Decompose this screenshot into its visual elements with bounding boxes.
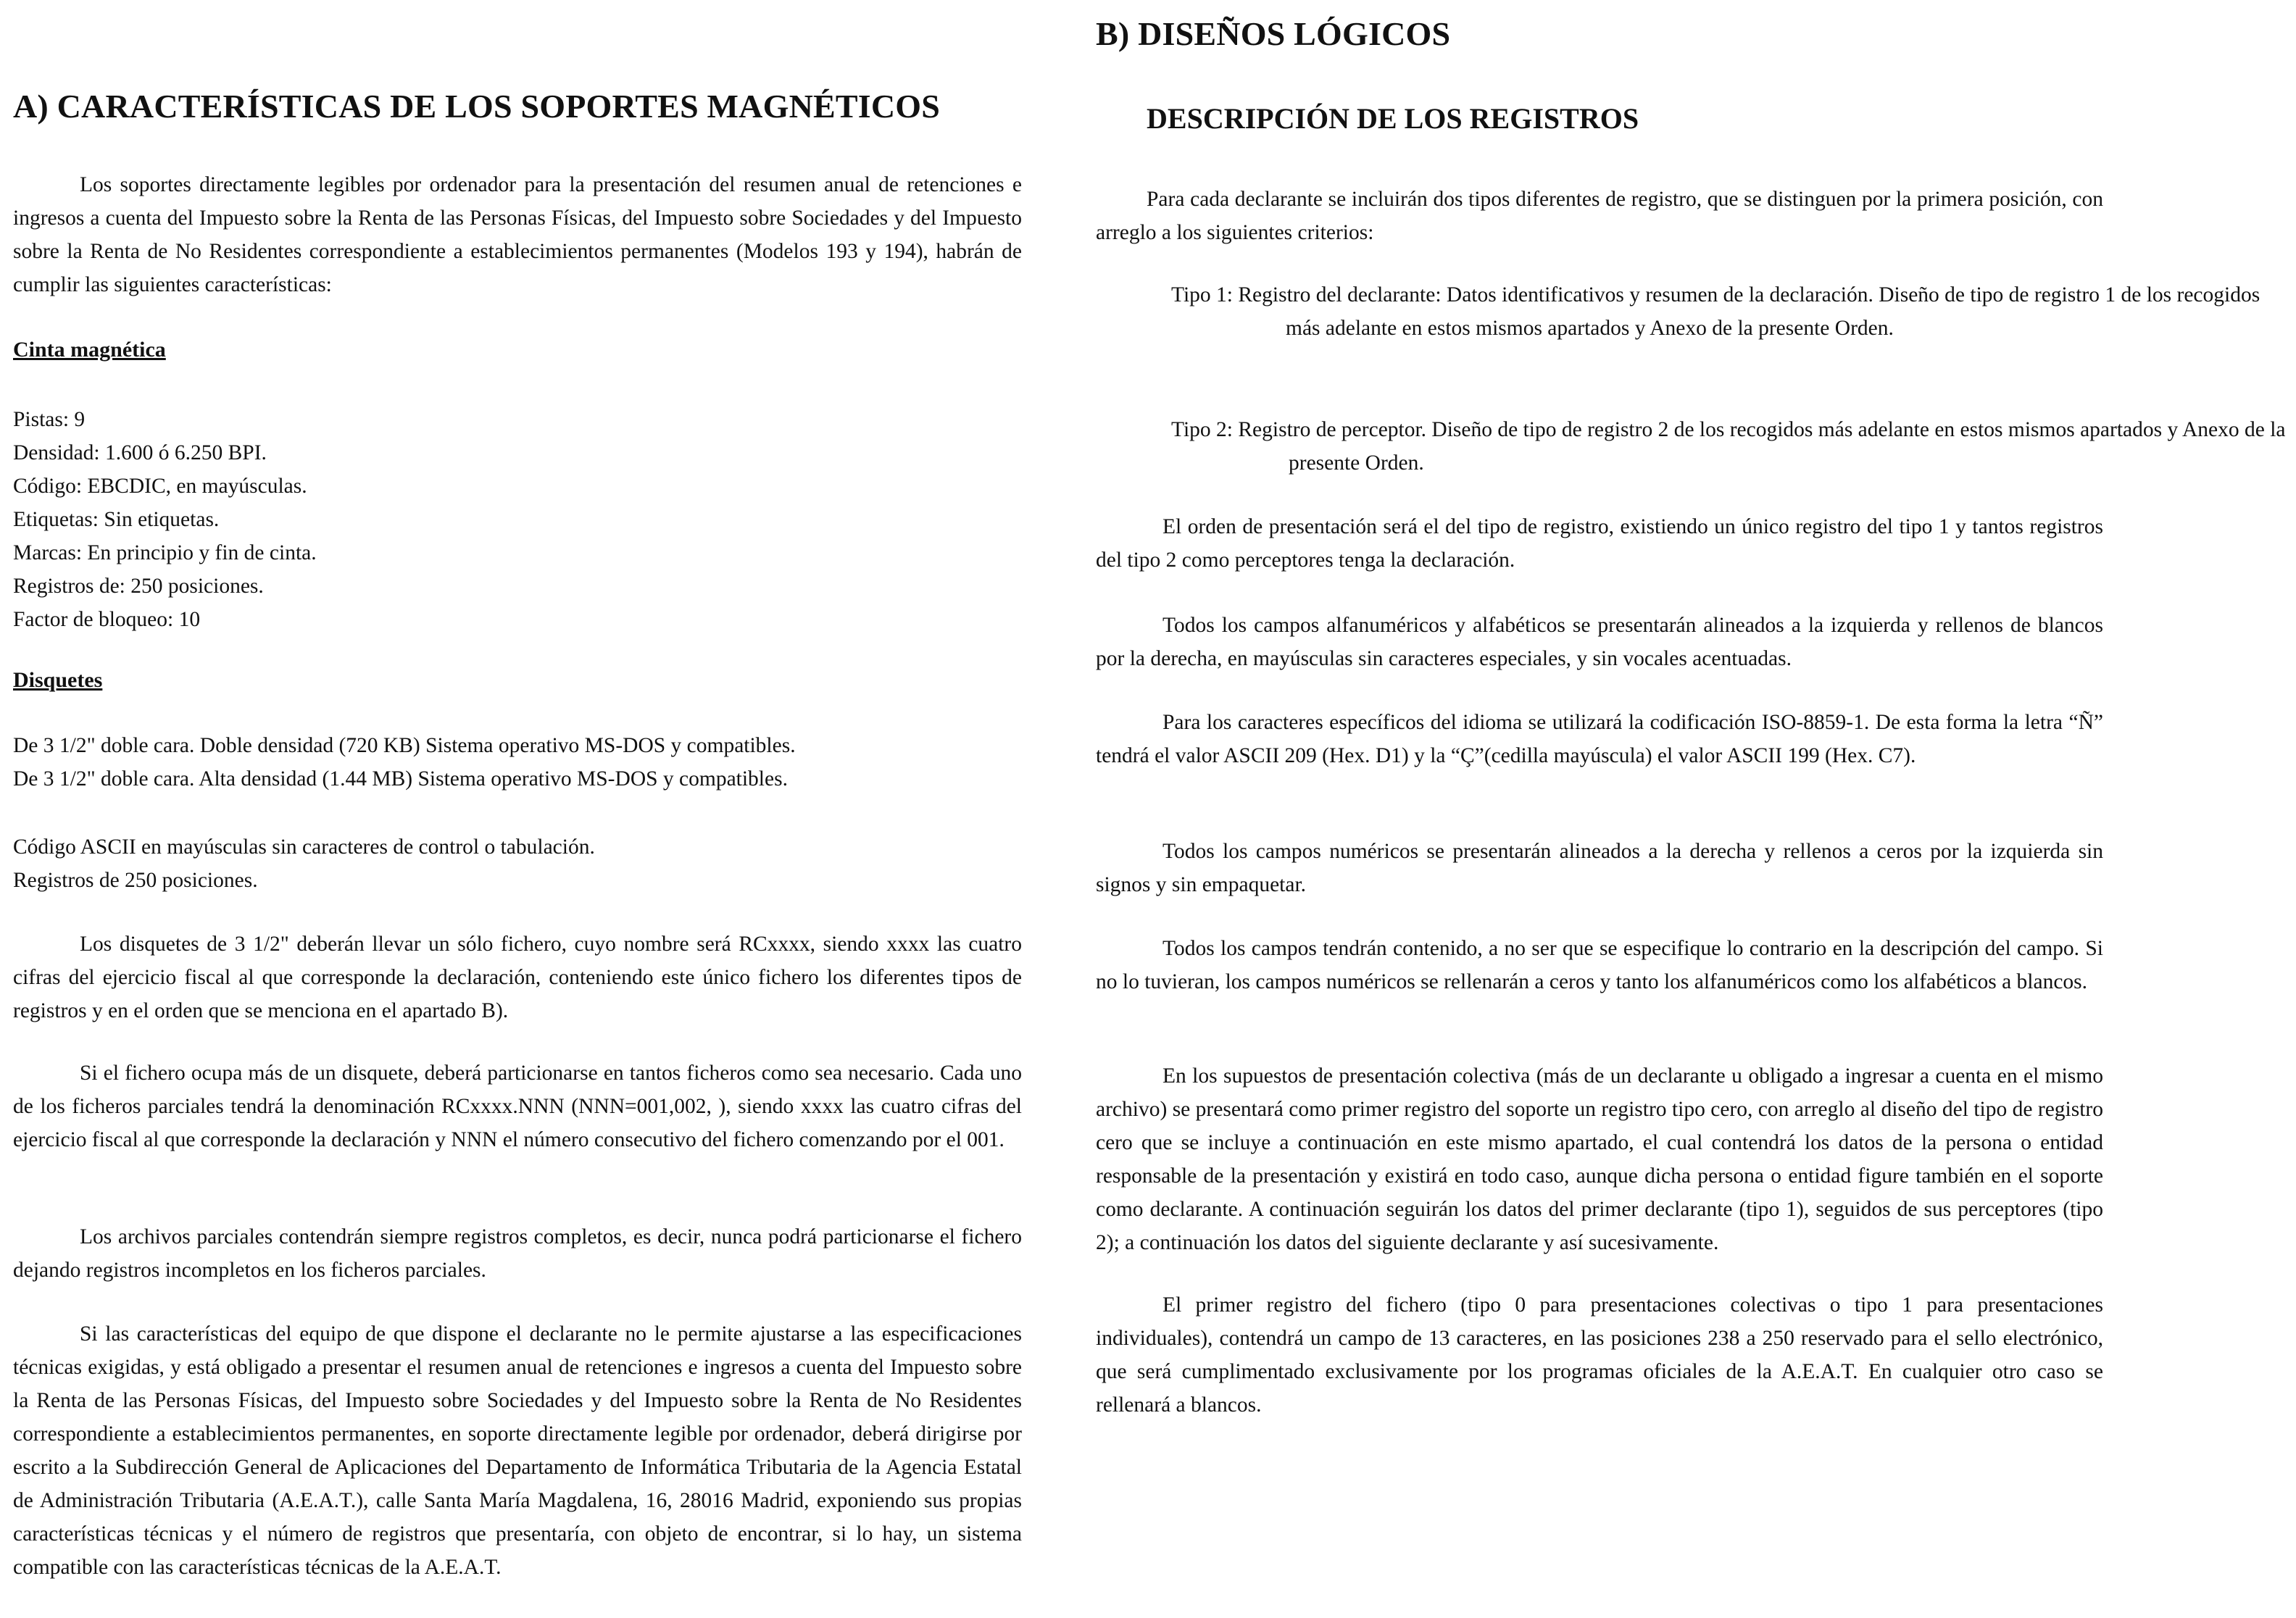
body-paragraph: Todos los campos alfanuméricos y alfabéticos se presentarán alineados a la izquierda y rellenos de blancos por la derecha, en mayúsculas sin caracteres especiales, y sin vocales acentuadas. xyxy=(1096,614,2103,670)
body-paragraph: Los disquetes de 3 1/2" deberán llevar un sólo fichero, cuyo nombre será RCxxxx, siendo xxxx las cuatro cifras del ejercicio fiscal al que corresponde la declaración, conteniendo este único fichero los diferentes tipos de registros y en el orden que se menciona en el apartado B). xyxy=(13,933,1022,1022)
records-intro-paragraph: Para cada declarante se incluirán dos tipos diferentes de registro, que se distinguen por la primera posición, con arreglo a los siguientes criterios: xyxy=(1096,188,2103,244)
body-paragraph: Si el fichero ocupa más de un disquete, deberá particionarse en tantos ficheros como sea necesario. Cada uno de los ficheros parciales tendrá la denominación RCxxxx.NNN (NNN=001,002, ), siendo xxxx las cuatro cifras del ejercicio fiscal al que corresponde la declaración y NNN el número consecutivo del fichero comenzando por el 001. xyxy=(13,1062,1022,1151)
record-type-2: Tipo 2: Registro de perceptor. Diseño de tipo de registro 2 de los recogidos más adelante en estos mismos apartados y Anexo de la presente Orden. xyxy=(1171,418,2286,475)
tape-spec-line: Densidad: 1.600 ó 6.250 BPI. xyxy=(13,441,267,464)
body-paragraph: Todos los campos tendrán contenido, a no ser que se especifique lo contrario en la descripción del campo. Si no lo tuvieran, los campos numéricos se rellenarán a ceros y tanto los alfanuméricos como los alfabéticos a blancos. xyxy=(1096,937,2103,993)
diskette-format-list xyxy=(13,830,595,897)
record-type-1: Tipo 1: Registro del declarante: Datos identificativos y resumen de la declaración. Diseño de tipo de registro 1 de los recogidos más adelante en estos mismos apartados y Anexo de la presente Orden. xyxy=(1171,283,2260,340)
body-paragraph: El primer registro del fichero (tipo 0 para presentaciones colectivas o tipo 1 para presentaciones individuales), contendrá un campo de 13 caracteres, en las posiciones 238 a 250 reservado para el sello electrónico, que será cumplimentado exclusivamente por los programas oficiales de la A.E.A.T. En cualquier otro caso se rellenará a blancos. xyxy=(1096,1293,2103,1417)
tape-spec-line: Registros de: 250 posiciones. xyxy=(13,575,264,598)
body-paragraph: Todos los campos numéricos se presentarán alineados a la derecha y rellenos a ceros por la izquierda sin signos y sin empaquetar. xyxy=(1096,840,2103,896)
tape-spec-line: Código: EBCDIC, en mayúsculas. xyxy=(13,475,307,498)
body-paragraph: Los archivos parciales contendrán siempre registros completos, es decir, nunca podrá particionarse el fichero dejando registros incompletos en los ficheros parciales. xyxy=(13,1225,1022,1282)
tape-spec-line: Marcas: En principio y fin de cinta. xyxy=(13,541,317,564)
intro-paragraph: Los soportes directamente legibles por ordenador para la presentación del resumen anual de retenciones e ingresos a cuenta del Impuesto sobre la Renta de las Personas Físicas, del Impuesto sobre Sociedades y del Impuesto sobre la Renta de No Residentes correspondiente a establecimientos permanentes (Modelos 193 y 194), habrán de cumplir las siguientes características: xyxy=(13,173,1022,296)
diskette-spec-list xyxy=(13,729,796,796)
section-b-title: B) DISEÑOS LÓGICOS xyxy=(1096,15,1451,52)
body-paragraph: El orden de presentación será el del tipo de registro, existiendo un único registro del tipo 1 y tantos registros del tipo 2 como perceptores tenga la declaración. xyxy=(1096,515,2103,572)
records-subtitle: DESCRIPCIÓN DE LOS REGISTROS xyxy=(1147,102,1639,135)
tape-spec-list xyxy=(13,403,317,636)
body-paragraph: Si las características del equipo de que dispone el declarante no le permite ajustarse a las especificaciones técnicas exigidas, y está obligado a presentar el resumen anual de retenciones e ingresos a cuenta del Impuesto sobre la Renta de las Personas Físicas, del Impuesto sobre Sociedades y del Impuesto sobre la Renta de No Residentes correspondiente a establecimientos permanentes, en soporte directamente legible por ordenador, deberá dirigirse por escrito a la Subdirección General de Aplicaciones del Departamento de Informática Tributaria de la Agencia Estatal de Administración Tributaria (A.E.A.T.), calle Santa María Magdalena, 16, 28016 Madrid, exponiendo sus propias características técnicas y el número de registros que presentaría, con objeto de encontrar, si lo hay, un sistema compatible con las características técnicas de la A.E.A.T. xyxy=(13,1322,1022,1579)
body-paragraph: Para los caracteres específicos del idioma se utilizará la codificación ISO-8859-1. De esta forma la letra “Ñ” tendrá el valor ASCII 209 (Hex. D1) y la “Ç”(cedilla mayúscula) el valor ASCII 199 (Hex. C7). xyxy=(1096,711,2103,767)
diskettes-heading: Disquetes xyxy=(13,668,103,692)
tape-spec-line: Factor de bloqueo: 10 xyxy=(13,608,201,631)
tape-spec-line: Pistas: 9 xyxy=(13,408,86,431)
tape-heading: Cinta magnética xyxy=(13,338,166,362)
body-paragraph: En los supuestos de presentación colectiva (más de un declarante u obligado a ingresar a cuenta en el mismo archivo) se presentará como primer registro del soporte un registro tipo cero, con arreglo al diseño del tipo de registro cero que se incluye a continuación en este mismo apartado, el cual contendrá los datos de la persona o entidad responsable de la presentación y existirá en todo caso, aunque dicha persona o entidad figure también en el soporte como declarante. A continuación seguirán los datos del primer declarante (tipo 1), seguidos de sus perceptores (tipo 2); a continuación los datos del siguiente declarante y así sucesivamente. xyxy=(1096,1064,2103,1254)
tape-spec-line: Etiquetas: Sin etiquetas. xyxy=(13,508,220,531)
diskette-format-line: Registros de 250 posiciones. xyxy=(13,869,258,892)
diskette-spec-line: De 3 1/2" doble cara. Alta densidad (1.44 MB) Sistema operativo MS-DOS y compatibles. xyxy=(13,767,788,791)
diskette-spec-line: De 3 1/2" doble cara. Doble densidad (720 KB) Sistema operativo MS-DOS y compatibles. xyxy=(13,734,796,757)
diskette-format-line: Código ASCII en mayúsculas sin caracteres de control o tabulación. xyxy=(13,835,595,859)
section-a-title: A) CARACTERÍSTICAS DE LOS SOPORTES MAGNÉTICOS xyxy=(13,88,941,125)
